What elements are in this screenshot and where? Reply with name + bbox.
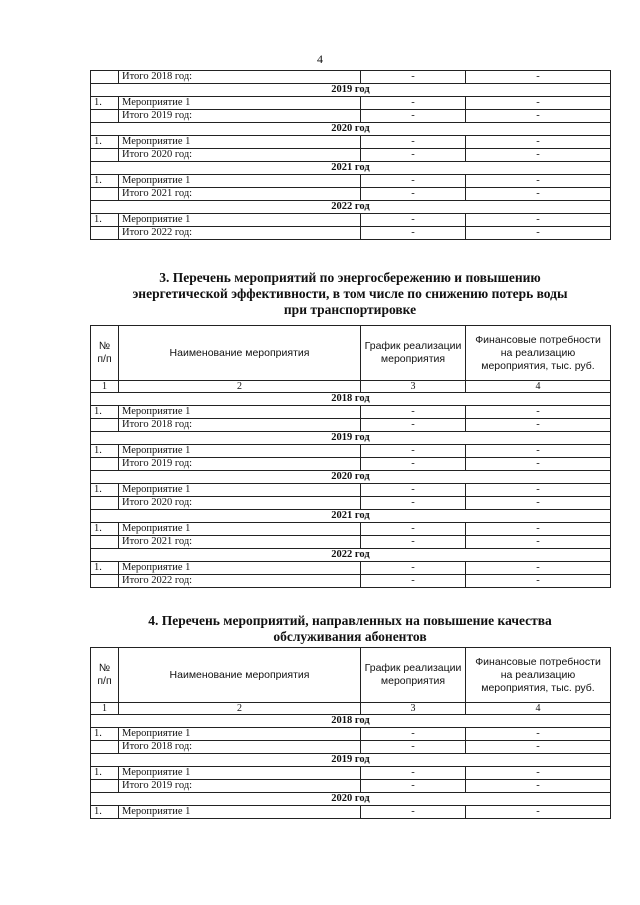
schedule-value: - — [361, 780, 466, 793]
event-row — [91, 175, 611, 188]
header-event-name: Наименование мероприятия — [119, 326, 361, 381]
table-header-row — [91, 326, 611, 381]
schedule-value: - — [361, 445, 466, 458]
total-row — [91, 149, 611, 162]
schedule-value: - — [361, 71, 466, 84]
year-row — [91, 549, 611, 562]
section-4-title — [100, 613, 600, 645]
event-name: Мероприятие 1 — [119, 767, 361, 780]
energy-saving-events-table — [90, 325, 611, 588]
schedule-value: - — [361, 175, 466, 188]
year-label: 2019 год — [91, 432, 611, 445]
year-label: 2020 год — [91, 471, 611, 484]
schedule-value: - — [361, 214, 466, 227]
total-row — [91, 780, 611, 793]
header-number: № п/п — [91, 648, 119, 703]
total-label: Итого 2021 год: — [119, 188, 361, 201]
section-3-title-line-2: энергетической эффективности, в том числе по снижению потерь воды — [132, 286, 568, 301]
schedule-value: - — [361, 484, 466, 497]
event-row — [91, 806, 611, 819]
row-number — [91, 419, 119, 432]
section-4-title-line-1: 4. Перечень мероприятий, направленных на повышение качества — [148, 613, 552, 628]
schedule-value: - — [361, 188, 466, 201]
row-number: 1. — [91, 445, 119, 458]
event-name: Мероприятие 1 — [119, 484, 361, 497]
finance-value: - — [466, 523, 611, 536]
row-number: 1. — [91, 214, 119, 227]
total-row — [91, 458, 611, 471]
column-number: 2 — [119, 381, 361, 393]
total-row — [91, 110, 611, 123]
schedule-value: - — [361, 406, 466, 419]
total-row — [91, 741, 611, 754]
event-row — [91, 728, 611, 741]
schedule-value: - — [361, 806, 466, 819]
total-row — [91, 71, 611, 84]
event-row — [91, 214, 611, 227]
schedule-value: - — [361, 458, 466, 471]
row-number — [91, 110, 119, 123]
schedule-value: - — [361, 523, 466, 536]
finance-value: - — [466, 767, 611, 780]
year-label: 2019 год — [91, 754, 611, 767]
schedule-value: - — [361, 497, 466, 510]
total-label: Итого 2022 год: — [119, 227, 361, 240]
total-row — [91, 188, 611, 201]
year-row — [91, 162, 611, 175]
total-label: Итого 2018 год: — [119, 419, 361, 432]
total-row — [91, 497, 611, 510]
row-number: 1. — [91, 97, 119, 110]
total-row — [91, 575, 611, 588]
schedule-value: - — [361, 562, 466, 575]
total-label: Итого 2018 год: — [119, 71, 361, 84]
schedule-value: - — [361, 741, 466, 754]
total-row — [91, 227, 611, 240]
column-number: 4 — [466, 381, 611, 393]
year-row — [91, 471, 611, 484]
event-name: Мероприятие 1 — [119, 136, 361, 149]
year-row — [91, 201, 611, 214]
finance-value: - — [466, 536, 611, 549]
row-number — [91, 536, 119, 549]
row-number: 1. — [91, 728, 119, 741]
schedule-value: - — [361, 227, 466, 240]
finance-value: - — [466, 741, 611, 754]
finance-value: - — [466, 227, 611, 240]
column-number: 4 — [466, 703, 611, 715]
finance-value: - — [466, 562, 611, 575]
row-number: 1. — [91, 806, 119, 819]
schedule-value: - — [361, 728, 466, 741]
event-row — [91, 97, 611, 110]
year-label: 2020 год — [91, 793, 611, 806]
header-event-name: Наименование мероприятия — [119, 648, 361, 703]
total-row — [91, 536, 611, 549]
row-number: 1. — [91, 562, 119, 575]
row-number — [91, 71, 119, 84]
event-row — [91, 562, 611, 575]
year-label: 2018 год — [91, 393, 611, 406]
year-label: 2021 год — [91, 510, 611, 523]
finance-value: - — [466, 458, 611, 471]
row-number: 1. — [91, 767, 119, 780]
total-label: Итого 2019 год: — [119, 458, 361, 471]
event-name: Мероприятие 1 — [119, 445, 361, 458]
total-label: Итого 2021 год: — [119, 536, 361, 549]
header-schedule: График реализации мероприятия — [361, 326, 466, 381]
column-number: 2 — [119, 703, 361, 715]
finance-value: - — [466, 406, 611, 419]
year-row — [91, 393, 611, 406]
schedule-value: - — [361, 149, 466, 162]
event-name: Мероприятие 1 — [119, 806, 361, 819]
finance-value: - — [466, 97, 611, 110]
event-row — [91, 523, 611, 536]
event-name: Мероприятие 1 — [119, 97, 361, 110]
schedule-value: - — [361, 536, 466, 549]
finance-value: - — [466, 149, 611, 162]
event-name: Мероприятие 1 — [119, 214, 361, 227]
event-name: Мероприятие 1 — [119, 175, 361, 188]
finance-value: - — [466, 575, 611, 588]
page-number: 4 — [317, 52, 323, 66]
row-number — [91, 458, 119, 471]
column-number-row — [91, 703, 611, 715]
header-finance: Финансовые потребности на реализацию мероприятия, тыс. руб. — [466, 648, 611, 703]
row-number — [91, 188, 119, 201]
row-number — [91, 227, 119, 240]
schedule-value: - — [361, 136, 466, 149]
finance-value: - — [466, 175, 611, 188]
finance-value: - — [466, 188, 611, 201]
section-3-title-line-1: 3. Перечень мероприятий по энергосбережению и повышению — [159, 270, 541, 285]
events-table-continued — [90, 70, 611, 240]
event-name: Мероприятие 1 — [119, 562, 361, 575]
finance-value: - — [466, 484, 611, 497]
service-quality-events-table — [90, 647, 611, 819]
row-number: 1. — [91, 523, 119, 536]
year-row — [91, 754, 611, 767]
event-row — [91, 445, 611, 458]
finance-value: - — [466, 806, 611, 819]
schedule-value: - — [361, 419, 466, 432]
section-4-title-line-2: обслуживания абонентов — [273, 629, 427, 644]
event-name: Мероприятие 1 — [119, 523, 361, 536]
column-number: 1 — [91, 381, 119, 393]
section-3-title-line-3: при транспортировке — [283, 302, 417, 317]
year-label: 2022 год — [91, 201, 611, 214]
finance-value: - — [466, 419, 611, 432]
section-3-title — [100, 270, 600, 318]
finance-value: - — [466, 214, 611, 227]
year-label: 2018 год — [91, 715, 611, 728]
event-row — [91, 767, 611, 780]
finance-value: - — [466, 728, 611, 741]
column-number: 1 — [91, 703, 119, 715]
column-number: 3 — [361, 703, 466, 715]
event-row — [91, 484, 611, 497]
schedule-value: - — [361, 110, 466, 123]
column-number: 3 — [361, 381, 466, 393]
year-row — [91, 715, 611, 728]
row-number: 1. — [91, 406, 119, 419]
row-number — [91, 741, 119, 754]
finance-value: - — [466, 780, 611, 793]
schedule-value: - — [361, 575, 466, 588]
table-header-row — [91, 648, 611, 703]
total-row — [91, 419, 611, 432]
finance-value: - — [466, 136, 611, 149]
year-row — [91, 432, 611, 445]
header-number: № п/п — [91, 326, 119, 381]
year-row — [91, 84, 611, 97]
total-label: Итого 2018 год: — [119, 741, 361, 754]
year-row — [91, 123, 611, 136]
finance-value: - — [466, 497, 611, 510]
year-row — [91, 510, 611, 523]
total-label: Итого 2020 год: — [119, 149, 361, 162]
row-number — [91, 780, 119, 793]
total-label: Итого 2020 год: — [119, 497, 361, 510]
total-label: Итого 2019 год: — [119, 110, 361, 123]
header-finance: Финансовые потребности на реализацию мероприятия, тыс. руб. — [466, 326, 611, 381]
finance-value: - — [466, 110, 611, 123]
finance-value: - — [466, 445, 611, 458]
finance-value: - — [466, 71, 611, 84]
row-number: 1. — [91, 175, 119, 188]
year-label: 2021 год — [91, 162, 611, 175]
event-row — [91, 136, 611, 149]
row-number — [91, 149, 119, 162]
total-label: Итого 2022 год: — [119, 575, 361, 588]
column-number-row — [91, 381, 611, 393]
row-number — [91, 497, 119, 510]
row-number — [91, 575, 119, 588]
total-label: Итого 2019 год: — [119, 780, 361, 793]
row-number: 1. — [91, 484, 119, 497]
schedule-value: - — [361, 767, 466, 780]
year-row — [91, 793, 611, 806]
event-row — [91, 406, 611, 419]
event-name: Мероприятие 1 — [119, 406, 361, 419]
event-name: Мероприятие 1 — [119, 728, 361, 741]
schedule-value: - — [361, 97, 466, 110]
year-label: 2022 год — [91, 549, 611, 562]
year-label: 2019 год — [91, 84, 611, 97]
header-schedule: График реализации мероприятия — [361, 648, 466, 703]
row-number: 1. — [91, 136, 119, 149]
year-label: 2020 год — [91, 123, 611, 136]
